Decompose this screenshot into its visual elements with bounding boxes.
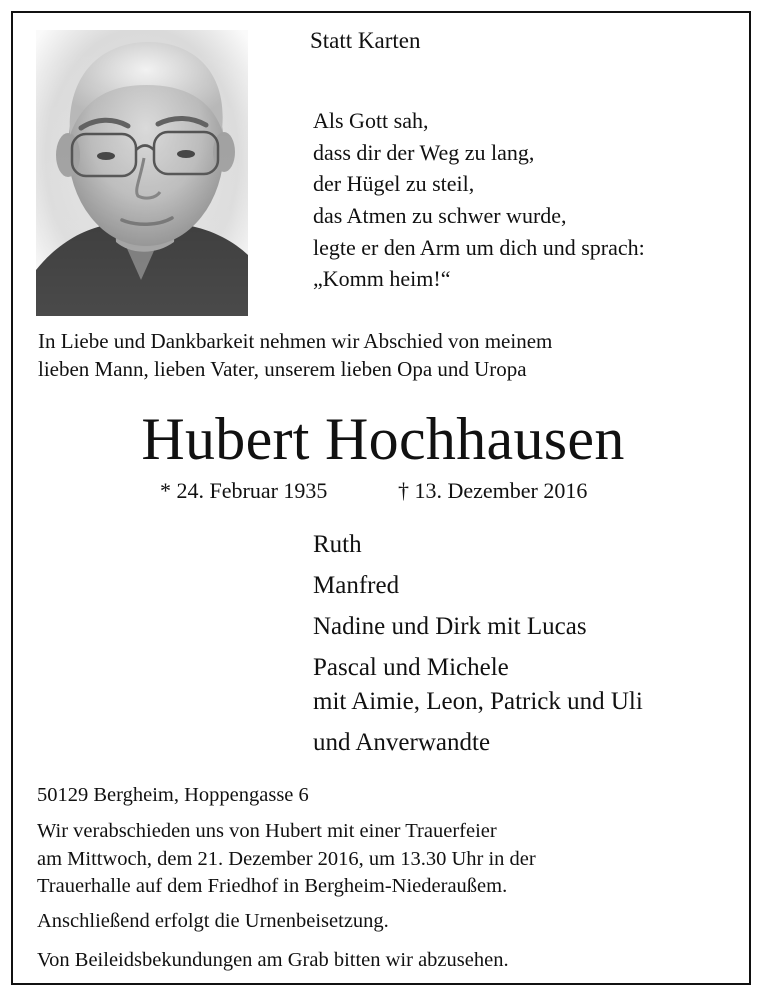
condolence-note: Von Beileidsbekundungen am Grab bitten wir abzusehen. xyxy=(37,949,509,971)
poem-line: legte er den Arm um dich und sprach: xyxy=(313,234,645,260)
poem-line: Als Gott sah, xyxy=(313,108,429,133)
poem-line: „Komm heim!“ xyxy=(313,266,451,292)
farewell-intro xyxy=(38,327,552,383)
urn-note: Anschließend erfolgt die Urnenbeisetzung. xyxy=(37,910,389,932)
poem-line: dass dir der Weg zu lang, xyxy=(313,139,535,165)
ceremony-line: am Mittwoch, dem 21. Dezember 2016, um 13.30 Uhr in der xyxy=(37,847,536,870)
family-line: Ruth xyxy=(313,531,362,558)
family-line: Manfred xyxy=(313,572,400,599)
birth-date: * 24. Februar 1935 xyxy=(160,478,328,503)
death-date: † 13. Dezember 2016 xyxy=(398,478,588,503)
ceremony-line: Trauerhalle auf dem Friedhof in Bergheim-Niederaußem. xyxy=(37,875,508,897)
ceremony-info xyxy=(37,818,536,901)
portrait-photo xyxy=(36,30,248,316)
family-line: und Anverwandte xyxy=(313,729,491,756)
poem-line: das Atmen zu schwer wurde, xyxy=(313,203,567,229)
family-line: Nadine und Dirk mit Lucas xyxy=(313,613,587,640)
family-list xyxy=(313,528,643,760)
memorial-poem xyxy=(313,105,645,295)
ceremony-line: Wir verabschieden uns von Hubert mit einer Trauerfeier xyxy=(37,820,497,842)
intro-line: lieben Mann, lieben Vater, unserem lieben Opa und Uropa xyxy=(38,357,527,381)
intro-line: In Liebe und Dankbarkeit nehmen wir Abschied von meinem xyxy=(38,329,553,353)
address: 50129 Bergheim, Hoppengasse 6 xyxy=(37,784,309,806)
deceased-name: Hubert Hochhausen xyxy=(141,406,625,472)
family-line: mit Aimie, Leon, Patrick und Uli xyxy=(313,688,643,715)
statt-karten-heading: Statt Karten xyxy=(310,28,421,53)
poem-line: der Hügel zu steil, xyxy=(313,171,475,197)
family-line: Pascal und Michele xyxy=(313,654,509,681)
